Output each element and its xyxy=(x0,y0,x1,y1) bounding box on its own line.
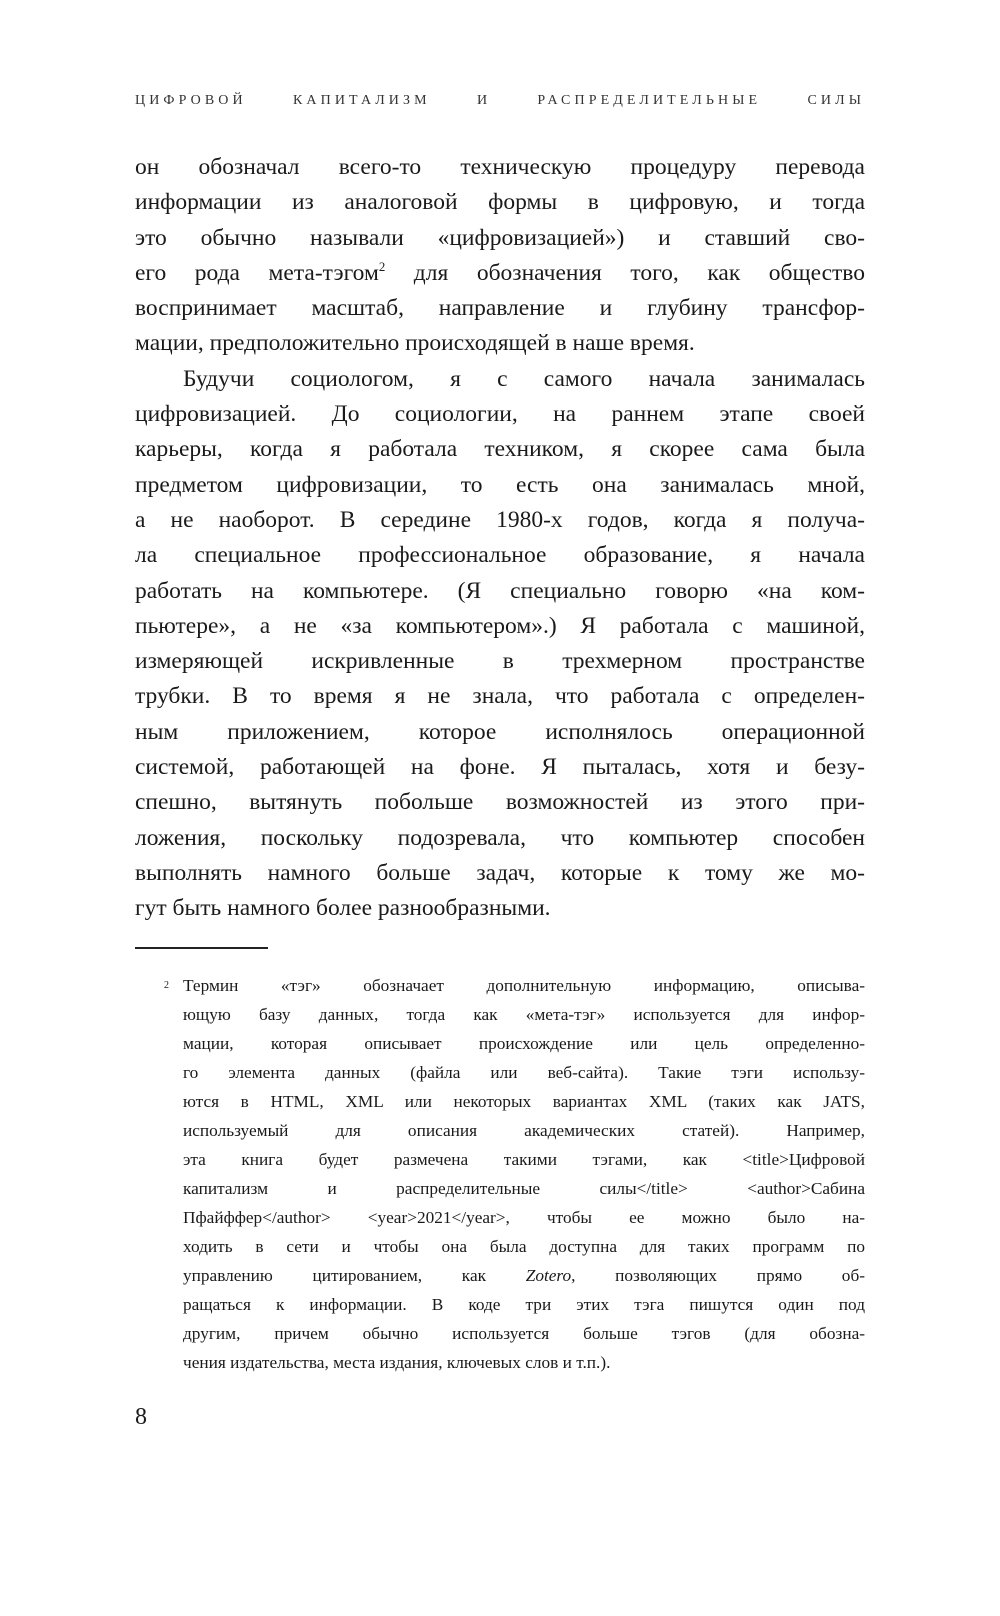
footnote-marker: 2 xyxy=(164,980,169,991)
text-line: ращаться к информации. В коде три этих тэга пишутся один под xyxy=(183,1295,865,1314)
text-line: воспринимает масштаб, направление и глубину трансфор- xyxy=(135,295,865,322)
footnote xyxy=(164,971,865,1377)
text-line: системой, работающей на фоне. Я пыталась, хотя и безу- xyxy=(135,754,865,781)
text-line: мации, которая описывает происхождение или цель определенно- xyxy=(183,1034,865,1053)
text-line xyxy=(135,256,865,291)
text-line: ла специальное профессиональное образование, я начала xyxy=(135,542,865,569)
text-line: ющую базу данных, тогда как «мета-тэг» используется для инфор- xyxy=(183,1005,865,1024)
text-line: чения издательства, места издания, ключевых слов и т.п.). xyxy=(183,1353,611,1372)
text-line: выполнять намного больше задач, которые к тому же мо- xyxy=(135,859,865,886)
text-line: предметом цифровизации, то есть она занималась мной, xyxy=(135,471,865,498)
text-line: ным приложением, которое исполнялось операционной xyxy=(135,718,865,745)
text-line: ложения, поскольку подозревала, что компьютер способен xyxy=(135,824,865,851)
text-segment: управлению цитированием, как xyxy=(183,1266,526,1285)
text-line: измеряющей искривленные в трехмерном пространстве xyxy=(135,648,865,675)
text-line xyxy=(183,1261,865,1290)
text-line: ходить в сети и чтобы она была доступна для таких программ по xyxy=(183,1237,865,1256)
text-line: цифровизацией. До социологии, на раннем этапе своей xyxy=(135,401,865,428)
text-line: Будучи социологом, я с самого начала занималась xyxy=(183,365,865,392)
text-line: это обычно называли «цифровизацией») и ставший сво- xyxy=(135,224,865,251)
text-line: эта книга будет размечена такими тэгами, как <title>Цифровой xyxy=(183,1150,865,1169)
text-line: работать на компьютере. (Я специально говорю «на ком- xyxy=(135,577,865,604)
text-line: карьеры, когда я работала техником, я скорее сама была xyxy=(135,436,865,463)
footnote-divider xyxy=(135,947,268,949)
text-line: гут быть намного более разнообразными. xyxy=(135,895,551,922)
text-line: Пфайффер</author> <year>2021</year>, чтобы ее можно было на- xyxy=(183,1208,865,1227)
text-line: мации, предположительно происходящей в наше время. xyxy=(135,330,695,357)
footnote-reference: 2 xyxy=(378,258,386,274)
running-head: ЦИФРОВОЙ КАПИТАЛИЗМ И РАСПРЕДЕЛИТЕЛЬНЫЕ СИЛЫ xyxy=(135,93,865,108)
body-text xyxy=(135,150,865,927)
text-line: он обозначал всего-то техническую процедуру перевода xyxy=(135,154,865,180)
text-line: информации из аналоговой формы в цифровую, и тогда xyxy=(135,189,865,216)
text-line: капитализм и распределительные силы</title> <author>Сабина xyxy=(183,1179,865,1198)
text-segment: , позволяющих прямо об- xyxy=(571,1266,865,1285)
text-segment: его рода мета-тэгом xyxy=(135,259,379,286)
text-segment: Zotero xyxy=(525,1266,572,1285)
text-line: используемый для описания академических статей). Например, xyxy=(183,1121,865,1140)
text-line: другим, причем обычно используется больше тэгов (для обозна- xyxy=(183,1324,865,1343)
text-line: ются в HTML, XML или некоторых вариантах XML (таких как JATS, xyxy=(183,1092,865,1111)
text-line: пьютере», а не «за компьютером».) Я работала с машиной, xyxy=(135,612,865,639)
text-line: Термин «тэг» обозначает дополнительную информацию, описыва- xyxy=(183,976,865,995)
text-line: спешно, вытянуть побольше возможностей из этого при- xyxy=(135,789,865,816)
text-line: го элемента данных (файла или веб-сайта). Такие тэги использу- xyxy=(183,1063,865,1082)
page-number: 8 xyxy=(135,1404,147,1430)
text-line: трубки. В то время я не знала, что работала с определен- xyxy=(135,683,865,710)
text-line: а не наоборот. В середине 1980-х годов, когда я получа- xyxy=(135,506,865,533)
text-segment: для обозначения того, как общество xyxy=(385,259,865,286)
paragraph xyxy=(135,362,865,927)
paragraph xyxy=(135,150,865,362)
